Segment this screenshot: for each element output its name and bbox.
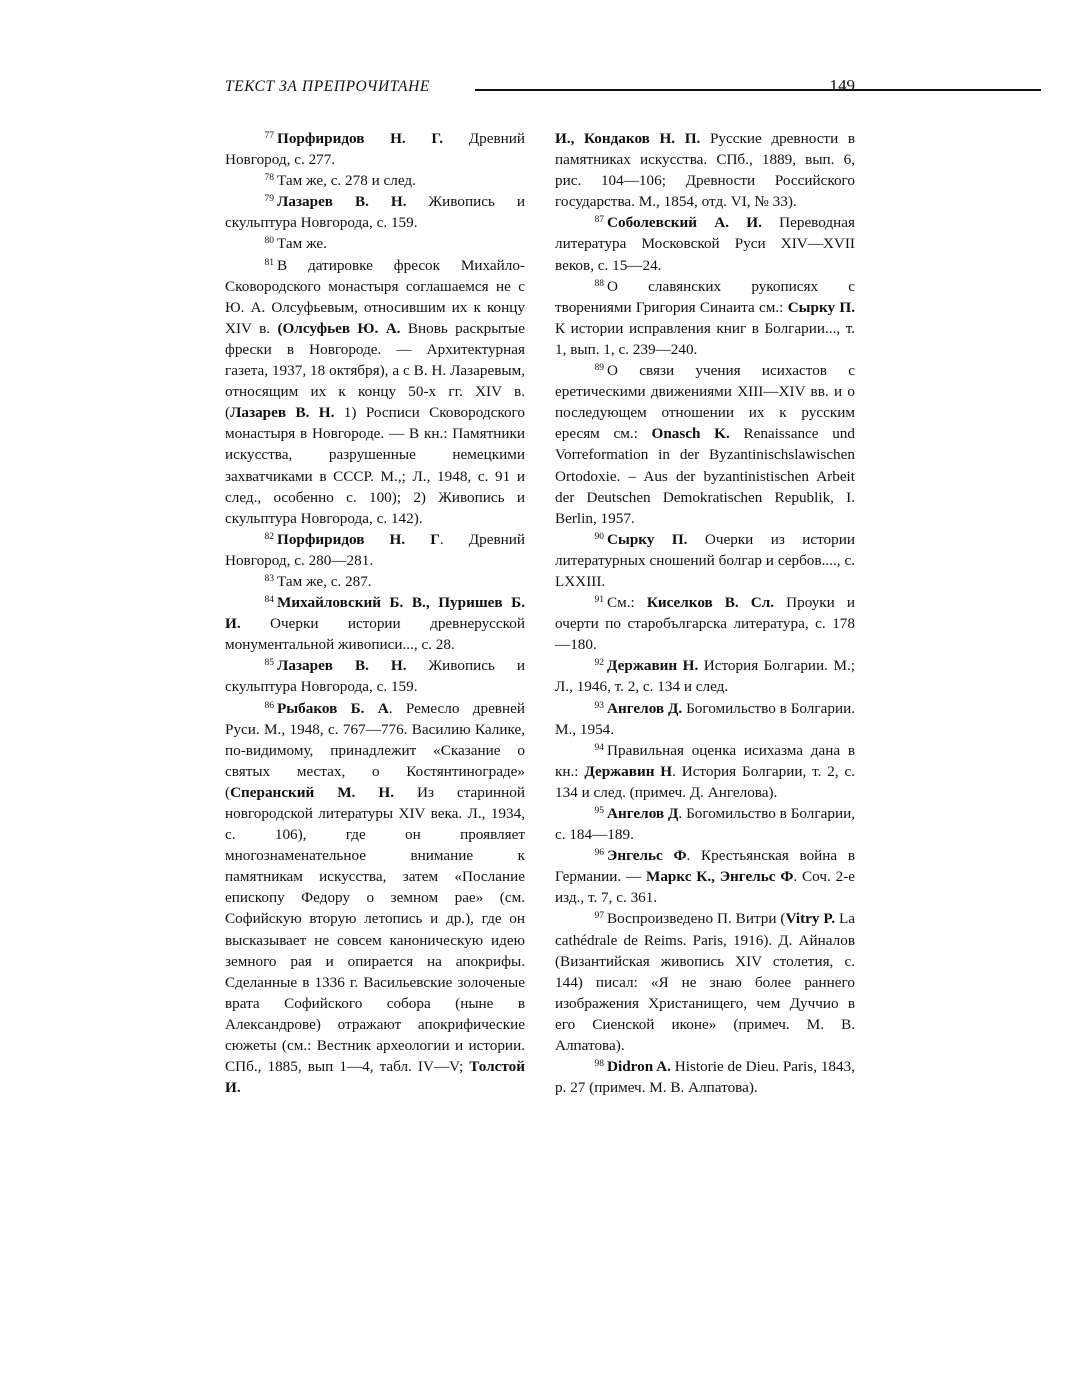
footnote-number: 91 <box>594 595 605 606</box>
footnote <box>555 529 855 592</box>
footnote-number: 94 <box>594 742 605 753</box>
footnote-text: Воспроизведено П. Витри ( <box>607 910 786 928</box>
footnote <box>555 740 855 803</box>
footnote-text: Правильная оценка исихазма дана в кн.: <box>555 741 855 780</box>
author-name: Энгельс Ф <box>607 847 687 865</box>
author-name: Державин Н. <box>607 657 699 675</box>
footnote-number: 85 <box>264 658 275 669</box>
author-name: Толстой И. <box>225 1058 525 1097</box>
footnote-number: 88 <box>594 278 605 289</box>
author-name: Маркс К., Энгельс Ф <box>646 868 794 886</box>
author-name: Лазарев В. Н. <box>277 657 407 675</box>
footnote <box>555 655 855 697</box>
author-name: И., Кондаков Н. П. <box>555 130 701 147</box>
footnote <box>555 276 855 360</box>
author-name: Порфиридов Н. Г <box>277 530 440 548</box>
footnote-text: Renaissance und Vorreformation in der Byzantinischslawischen Ortodoxie. – Aus der byzantinistischen Arbeit der Deutschen Demokratischen Republik, I. Berlin, 1957. <box>555 425 855 527</box>
header-rule <box>475 89 1041 91</box>
footnote-text: Там же. <box>277 235 327 253</box>
footnote <box>555 212 855 275</box>
footnotes-left-column <box>225 128 525 1098</box>
footnote-text: Очерки истории древнерусской монументальной живописи..., с. 28. <box>225 615 525 654</box>
author-name: Сперанский М. Н. <box>230 783 395 801</box>
footnote-text: . Ремесло древней Руси. М., 1948, с. 767—776. Василию Калике, по-видимому, принадлежит «Сказание о святых местах, о Костянтинограде» ( <box>225 699 525 801</box>
footnote-text: О славянских рукописях с творениями Григория Синаита см.: <box>555 277 855 316</box>
footnote-text: . Крестьянская война в Германии. — <box>555 847 855 886</box>
footnote-text: В датировке фресок Михайло-Сковородского монастыря соглашаемся не с Ю. А. Олсуфьевым, относившим их к концу XIV в. <box>225 256 525 337</box>
author-name: Onasch K. <box>651 425 730 443</box>
footnote-number: 92 <box>594 658 605 669</box>
footnote <box>225 255 525 529</box>
footnote-number: 90 <box>594 531 605 542</box>
footnote-text: . История Болгарии, т. 2, с. 134 и след. (примеч. Д. Ангелова). <box>555 762 855 801</box>
footnote <box>225 128 525 170</box>
footnote-continuation <box>555 128 855 212</box>
author-name: Соболевский А. И. <box>607 214 762 232</box>
footnote <box>555 360 855 529</box>
page-number: 149 <box>829 76 855 95</box>
footnote-text: Живопись и скульптура Новгорода, с. 159. <box>225 193 525 232</box>
author-name: Лазарев В. Н. <box>230 404 335 422</box>
footnote-text: О связи учения исихастов с еретическими движениями XIII—XIV вв. и о последующем отношении их к русским ересям см.: <box>555 362 855 443</box>
footnote <box>555 908 855 1056</box>
author-name: Михайловский Б. В., Пуришев Б. И. <box>225 594 525 633</box>
running-title: ТЕКСТ ЗА ПРЕПРОЧИТАНЕ <box>225 78 430 95</box>
author-name: (Олсуфьев Ю. А. <box>277 319 401 337</box>
footnote-text: Очерки из истории литературных сношений болгар и сербов...., с. LXXIII. <box>555 530 855 590</box>
footnote-text: Из старинной новгородской литературы XIV века. Л., 1934, с. 106), где он проявляет многознаменательное внимание к памятникам искусства, затем «Послание епископу Федору о земном рае» (см. Софийскую вторую летопись и др.), где он высказывает не совсем каноническую идею земного рая и опирается на апокрифы. Сделанные в 1336 г. Васильевские золоченые врата Софийского собора (ныне в Александрове) отражают апокрифические сюжеты (см.: Вестник археологии и истории. СПб., 1885, вып 1—4, табл. IV—V; <box>225 783 525 1076</box>
footnote-number: 81 <box>264 257 275 268</box>
footnote-text: К истории исправления книг в Болгарии..., т. 1, вып. 1, с. 239—240. <box>555 319 855 358</box>
footnote <box>225 233 525 254</box>
author-name: Киселков В. Сл. <box>646 594 775 612</box>
footnote-text: История Болгарии. М.; Л., 1946, т. 2, с. 134 и след. <box>555 657 855 696</box>
footnote-text: Там же, с. 278 и след. <box>277 172 416 190</box>
footnote-text: Богомильство в Болгарии. М., 1954. <box>555 699 856 738</box>
footnote <box>225 592 525 655</box>
author-name: Didron A. <box>607 1058 671 1076</box>
author-name: Ангелов Д <box>607 805 679 822</box>
footnote-number: 95 <box>594 806 605 816</box>
footnote <box>225 529 525 571</box>
author-name: Лазарев В. Н. <box>277 193 407 211</box>
footnote-text: Там же, с. 287. <box>277 572 372 590</box>
footnote-number: 98 <box>594 1059 605 1070</box>
footnote-number: 79 <box>264 194 275 205</box>
footnote-text: La cathédrale de Reims. Paris, 1916). Д. Айналов (Византийская живопись XIV столетия, с. 144) писал: «Я не знаю более раннего изображения Христанищего, чем Дуччио в его Сиенской иконе» (примеч. М. В. Алпатова). <box>555 910 855 1055</box>
footnote-number: 97 <box>594 911 605 922</box>
running-header <box>225 76 855 100</box>
footnote-number: 78 <box>264 173 275 184</box>
footnote-text: Historie de Dieu. Paris, 1843, p. 27 (примеч. М. В. Алпатова). <box>555 1058 855 1097</box>
footnote <box>555 1056 855 1098</box>
footnote-text: Древний Новгород, с. 277. <box>225 130 525 169</box>
footnote <box>555 592 855 655</box>
footnote <box>225 655 525 697</box>
footnote-text: Русские древности в памятниках искусства. СПб., 1889, вып. 6, рис. 104—106; Древности Российского государства. М., 1854, отд. VI, № 33). <box>555 130 855 211</box>
footnote-text: Переводная литература Московской Руси XIV—XVII веков, с. 15—24. <box>555 214 855 274</box>
footnote-number: 83 <box>264 573 275 584</box>
footnote-number: 93 <box>594 700 605 711</box>
footnote-text: Живопись и скульптура Новгорода, с. 159. <box>225 657 525 696</box>
author-name: Рыбаков Б. А <box>277 699 389 717</box>
footnote-text: . Соч. 2-е изд., т. 7, с. 361. <box>555 868 856 907</box>
footnote <box>225 698 525 1099</box>
footnote <box>555 698 855 740</box>
author-name: Порфиридов Н. Г. <box>277 130 444 147</box>
footnote-text: 1) Росписи Сковородского монастыря в Новгороде. — В кн.: Памятники искусства, разрушенные немецкими захватчиками в СССР. М.,; Л., 1948, с. 91 и след., особенно с. 100); 2) Живопись и скульптура Новгорода, с. 142). <box>225 404 525 527</box>
footnote-number: 96 <box>594 848 605 859</box>
author-name: Сырку П. <box>787 298 855 316</box>
footnote-number: 86 <box>264 700 275 711</box>
footnote-text: Проуки и очерти по старобългарска литература, с. 178—180. <box>555 594 855 654</box>
footnote-text: . Богомильство в Болгарии, с. 184—189. <box>555 805 856 844</box>
author-name: Сырку П. <box>607 530 688 548</box>
author-name: Vitry P. <box>785 910 836 928</box>
footnote <box>225 170 525 191</box>
footnote <box>555 803 855 845</box>
footnote-number: 87 <box>594 215 605 226</box>
author-name: Державин Н <box>584 762 673 780</box>
footnote-text: Вновь раскрытые фрески в Новгороде. — Архитектурная газета, 1937, 18 октября), а с В. Н. Лазаревым, относящим их к концу 50-х гг. XIV в. ( <box>225 319 526 422</box>
footnote-number: 80 <box>264 236 275 247</box>
footnote-number: 89 <box>594 363 605 374</box>
footnotes-right-column <box>555 128 855 1098</box>
footnote-number: 82 <box>264 531 275 542</box>
author-name: Ангелов Д. <box>607 699 683 717</box>
footnote <box>225 571 525 592</box>
footnote <box>555 845 855 908</box>
footnote-number: 77 <box>264 131 275 141</box>
footnote-number: 84 <box>264 595 275 606</box>
footnote-text: См.: <box>607 594 647 612</box>
footnote <box>225 191 525 233</box>
footnote-text: . Древний Новгород, с. 280—281. <box>225 530 526 569</box>
